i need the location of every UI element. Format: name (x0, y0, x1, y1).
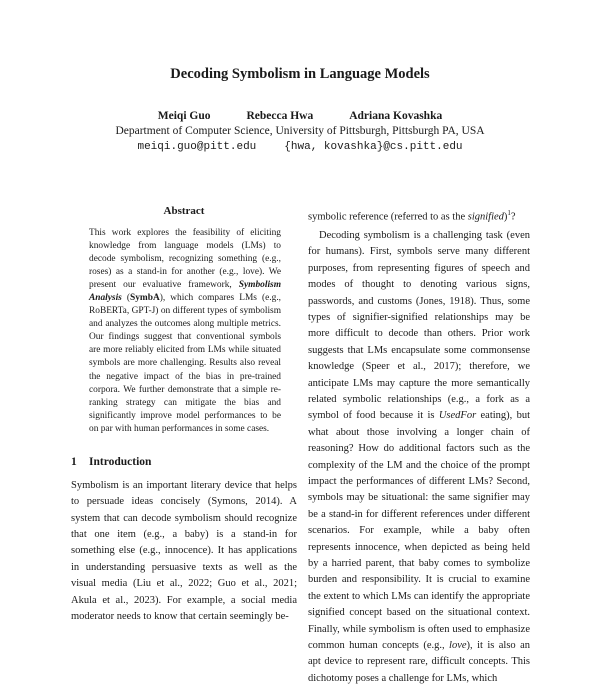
right-paragraph-1 (308, 205, 530, 226)
abstract-part: This work explores the feasibility of eliciting knowledge from language models (LMs) to decode symbolism, recognizing something (e.g., roses) as a stand-in for another (e.g., love). We present our evaluative framework, (89, 228, 281, 291)
abstract-part: ), which compares LMs (e.g., RoBERTa, GPT-J) on different types of symbolism and analyzes the outcomes along multiple metrics. Our findings suggest that conventional symbols are more reliably elicited from LMs while situated symbols are more challenging. Results also reveal the negative impact of the bias in pre-trained corpora. We further demonstrate that a simple re-ranking strategy can mitigate the bias and significantly improve model performances to be on par with human performances in some cases. (89, 293, 282, 434)
text-part: eating), but what about those involving a longer chain of reasoning? How do additional factors such as the complexity of the LM and the choice of the prompt impact the performances of different LMs? Second, symbols may be situational: the same signifier may be a stand-in for different references under different scenarios. For example, while a baby often represents innocence, when depicted as being held by a harried parent, that baby comes to symbolize burden and responsibility. It is crucial to examine the extent to which LMs can identify the appropriate signified concept based on the situational context. Finally, while symbolism is often used to emphasize common human concepts (e.g., (308, 410, 530, 652)
author-list (0, 110, 600, 122)
emphasis: love (449, 640, 467, 652)
author-name: Meiqi Guo (157, 110, 211, 122)
emphasis: UsedFor (438, 410, 477, 422)
email-address: {hwa, kovashka}@cs.pitt.edu (284, 141, 463, 153)
text-part: ) (503, 211, 508, 223)
section-number: 1 (71, 455, 77, 468)
right-paragraph-2 (308, 228, 530, 687)
email-address: meiqi.guo@pitt.edu (137, 141, 257, 153)
abstract-heading: Abstract (163, 205, 205, 217)
author-name: Adriana Kovashka (349, 110, 443, 122)
email-list (0, 141, 600, 153)
text-part: symbolic reference (referred to as the (308, 211, 468, 223)
framework-abbrev: SymbA (130, 293, 160, 304)
text-part: ), it is also an apt device to represent rare, difficult concepts. This dichotomy poses a challenge for LMs, which (308, 640, 530, 684)
text-part: ? (510, 211, 516, 223)
section-heading (71, 456, 297, 468)
footnote-marker: 1 (507, 209, 511, 217)
author-name: Rebecca Hwa (246, 110, 314, 122)
emphasis: signified (467, 211, 504, 223)
intro-text: Symbolism is an important literary device that helps to persuade ideas concisely (Symons, 2014). A system that can decode symbolism should recognize that one item (e.g., a baby) is a stand-in for something else (e.g., innocence). It has applications in understanding persuasive texts as well as the visual media (Liu et al., 2022; Guo et al., 2021; Akula et al., 2023). For example, a social media moderator needs to know that certain seemingly be- (71, 479, 297, 622)
left-column (71, 205, 297, 625)
abstract-part: ( (121, 293, 131, 304)
paper-title: Decoding Symbolism in Language Models (170, 66, 430, 82)
right-column (308, 205, 530, 687)
affiliation: Department of Computer Science, University of Pittsburgh, Pittsburgh PA, USA (115, 125, 485, 137)
section-title: Introduction (89, 455, 152, 468)
text-part: Decoding symbolism is a challenging task (even for humans). First, symbols serve many different purposes, from representing figures of speech and modes of thought to denoting various signs, passwords, and customs (Jones, 1918). Thus, some types of signifier-signified relationships may be more difficult to decode than others. Prior work suggests that LMs encapsulate some commonsense knowledge (Speer et al., 2017); therefore, we anticipate LMs may capture the more semantically related symbolic relationships (e.g., a fork as a symbol of food because it is (308, 229, 530, 422)
framework-name: Symbolism Analysis (89, 280, 281, 304)
abstract-text (89, 227, 281, 436)
